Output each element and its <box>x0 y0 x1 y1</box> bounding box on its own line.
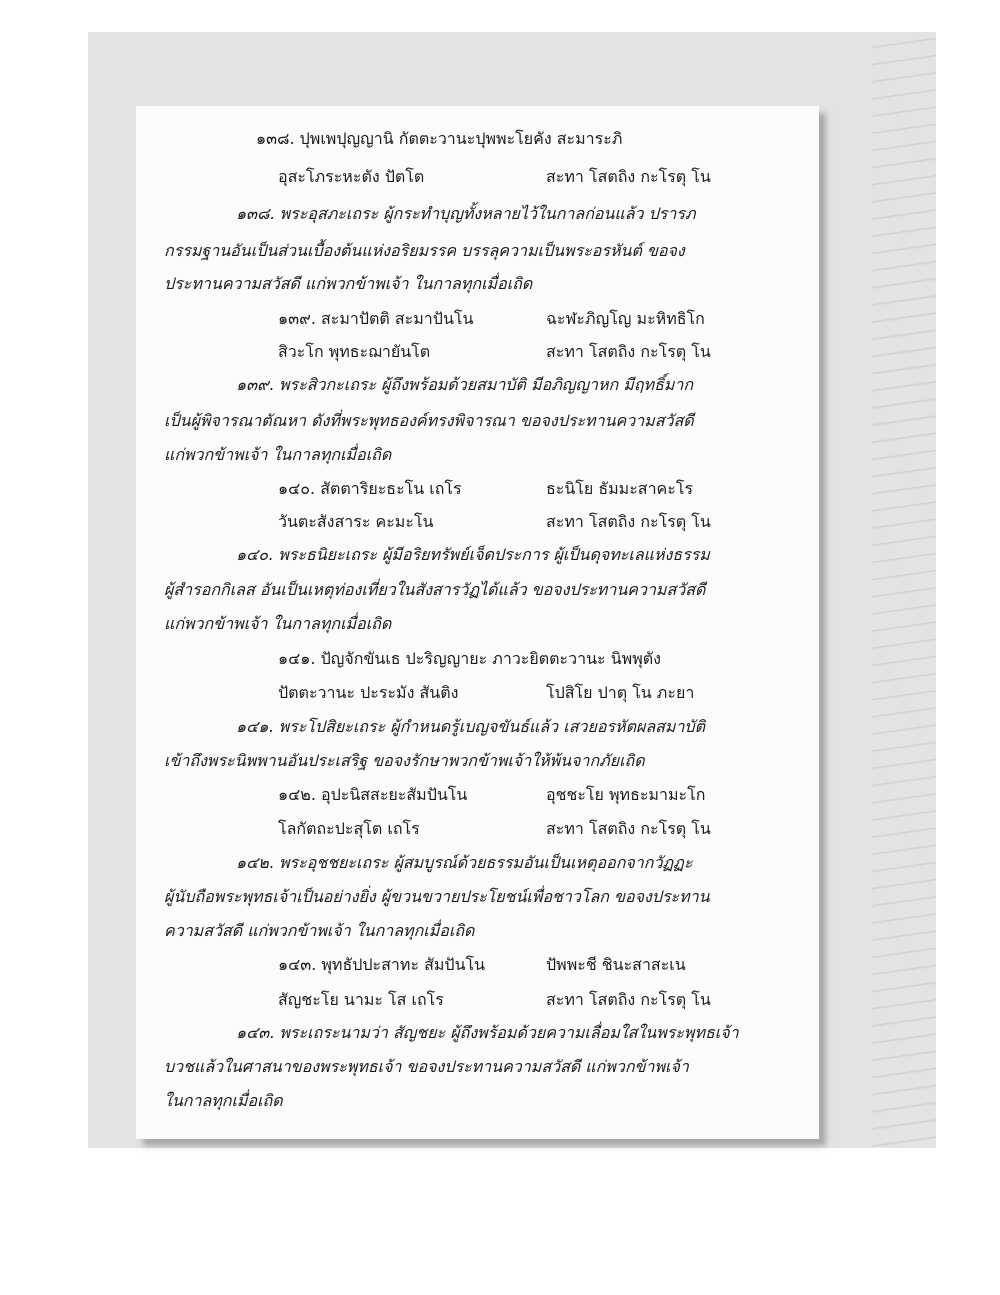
pali-line: ธะนิโย ธัมมะสาคะโร <box>546 479 694 498</box>
translation-line: ผู้นับถือพระพุทธเจ้าเป็นอย่างยิ่ง ผู้ขวนขวายประโยชน์เพื่อชาวโลก ขอจงประทาน <box>164 887 710 906</box>
pali-line: สิวะโก พุทธะฌายันโต <box>278 342 431 361</box>
pali-line: ปัตตะวานะ ปะระมัง สันติง <box>278 683 459 702</box>
translation-line: แก่พวกข้าพเจ้า ในกาลทุกเมื่อเถิด <box>164 614 392 633</box>
pali-line: สัญชะโย นามะ โส เถโร <box>278 990 444 1009</box>
pali-line: สะทา โสตถิง กะโรตุ โน <box>546 167 711 186</box>
translation-line: กรรมฐานอันเป็นส่วนเบื้องต้นแห่งอริยมรรค บรรลุความเป็นพระอรหันต์ ขอจง <box>164 241 685 260</box>
scan-edge-strip <box>872 32 936 1148</box>
pali-line: สะทา โสตถิง กะโรตุ โน <box>546 512 711 531</box>
translation-line: เข้าถึงพระนิพพานอันประเสริฐ ขอจงรักษาพวกข้าพเจ้าให้พ้นจากภัยเถิด <box>164 751 645 770</box>
pali-line: โลกัตถะปะสุโต เถโร <box>278 819 420 838</box>
translation-line: ในกาลทุกเมื่อเถิด <box>164 1091 283 1110</box>
translation-line: ผู้สำรอกกิเลส อันเป็นเหตุท่องเที่ยวในสังสารวัฏได้แล้ว ขอจงประทานความสวัสดี <box>164 580 706 599</box>
pali-line: สะทา โสตถิง กะโรตุ โน <box>546 342 711 361</box>
pali-line: ๑๔๐. สัตตาริยะธะโน เถโร <box>278 479 462 498</box>
translation-line: แก่พวกข้าพเจ้า ในกาลทุกเมื่อเถิด <box>164 445 392 464</box>
translation-line: ประทานความสวัสดี แก่พวกข้าพเจ้า ในกาลทุกเมื่อเถิด <box>164 274 533 293</box>
translation-line: เป็นผู้พิจารณาตัณหา ดังที่พระพุทธองค์ทรงพิจารณา ขอจงประทานความสวัสดี <box>164 411 694 430</box>
translation-line: ๑๔๑. พระโปสิยะเถระ ผู้กำหนดรู้เบญจขันธ์แล้ว เสวยอรหัตผลสมาบัติ <box>236 717 705 736</box>
translation-line: บวชแล้วในศาสนาของพระพุทธเจ้า ขอจงประทานความสวัสดี แก่พวกข้าพเจ้า <box>164 1057 689 1076</box>
translation-line: ๑๔๓. พระเถระนามว่า สัญชยะ ผู้ถึงพร้อมด้วยความเลื่อมใสในพระพุทธเจ้า <box>236 1023 739 1042</box>
pali-line: อุชชะโย พุทธะมามะโก <box>546 785 706 804</box>
translation-line: ๑๓๙. พระสิวกะเถระ ผู้ถึงพร้อมด้วยสมาบัติ มีอภิญญาหก มีฤทธิ์มาก <box>236 375 694 394</box>
pali-line: สะทา โสตถิง กะโรตุ โน <box>546 819 711 838</box>
pali-line: โปสิโย ปาตุ โน ภะยา <box>546 683 695 702</box>
pali-line: ฉะฬะภิญโญ มะหิทธิโก <box>546 309 705 328</box>
pali-line: อุสะโภระหะตัง ปัตโต <box>278 167 425 186</box>
pali-line: ๑๓๘. ปุพเพปุญญานิ กัตตะวานะปุพพะโยคัง สะมาระภิ <box>256 129 623 148</box>
pali-line: วันตะสังสาระ คะมะโน <box>278 512 434 531</box>
pali-line: ๑๔๑. ปัญจักขันเธ ปะริญญายะ ภาวะยิตตะวานะ นิพพุตัง <box>278 649 661 668</box>
pali-line: ปัพพะชี ชินะสาสะเน <box>546 955 686 974</box>
translation-line: ๑๔๐. พระธนิยะเถระ ผู้มีอริยทรัพย์เจ็ดประการ ผู้เป็นดุจทะเลแห่งธรรม <box>236 545 710 564</box>
pali-line: ๑๔๓. พุทธัปปะสาทะ สัมปันโน <box>278 955 486 974</box>
pali-line: ๑๔๒. อุปะนิสสะยะสัมปันโน <box>278 785 468 804</box>
pali-line: สะทา โสตถิง กะโรตุ โน <box>546 990 711 1009</box>
translation-line: ๑๔๒. พระอุชชยะเถระ ผู้สมบูรณ์ด้วยธรรมอันเป็นเหตุออกจากวัฏฏะ <box>236 853 693 872</box>
translation-line: ๑๓๘. พระอุสภะเถระ ผู้กระทำบุญทั้งหลายไว้ในกาลก่อนแล้ว ปรารภ <box>236 204 696 223</box>
translation-line: ความสวัสดี แก่พวกข้าพเจ้า ในกาลทุกเมื่อเถิด <box>164 921 475 940</box>
document-page <box>136 106 819 1139</box>
pali-line: ๑๓๙. สะมาปัตติ สะมาปันโน <box>278 309 474 328</box>
